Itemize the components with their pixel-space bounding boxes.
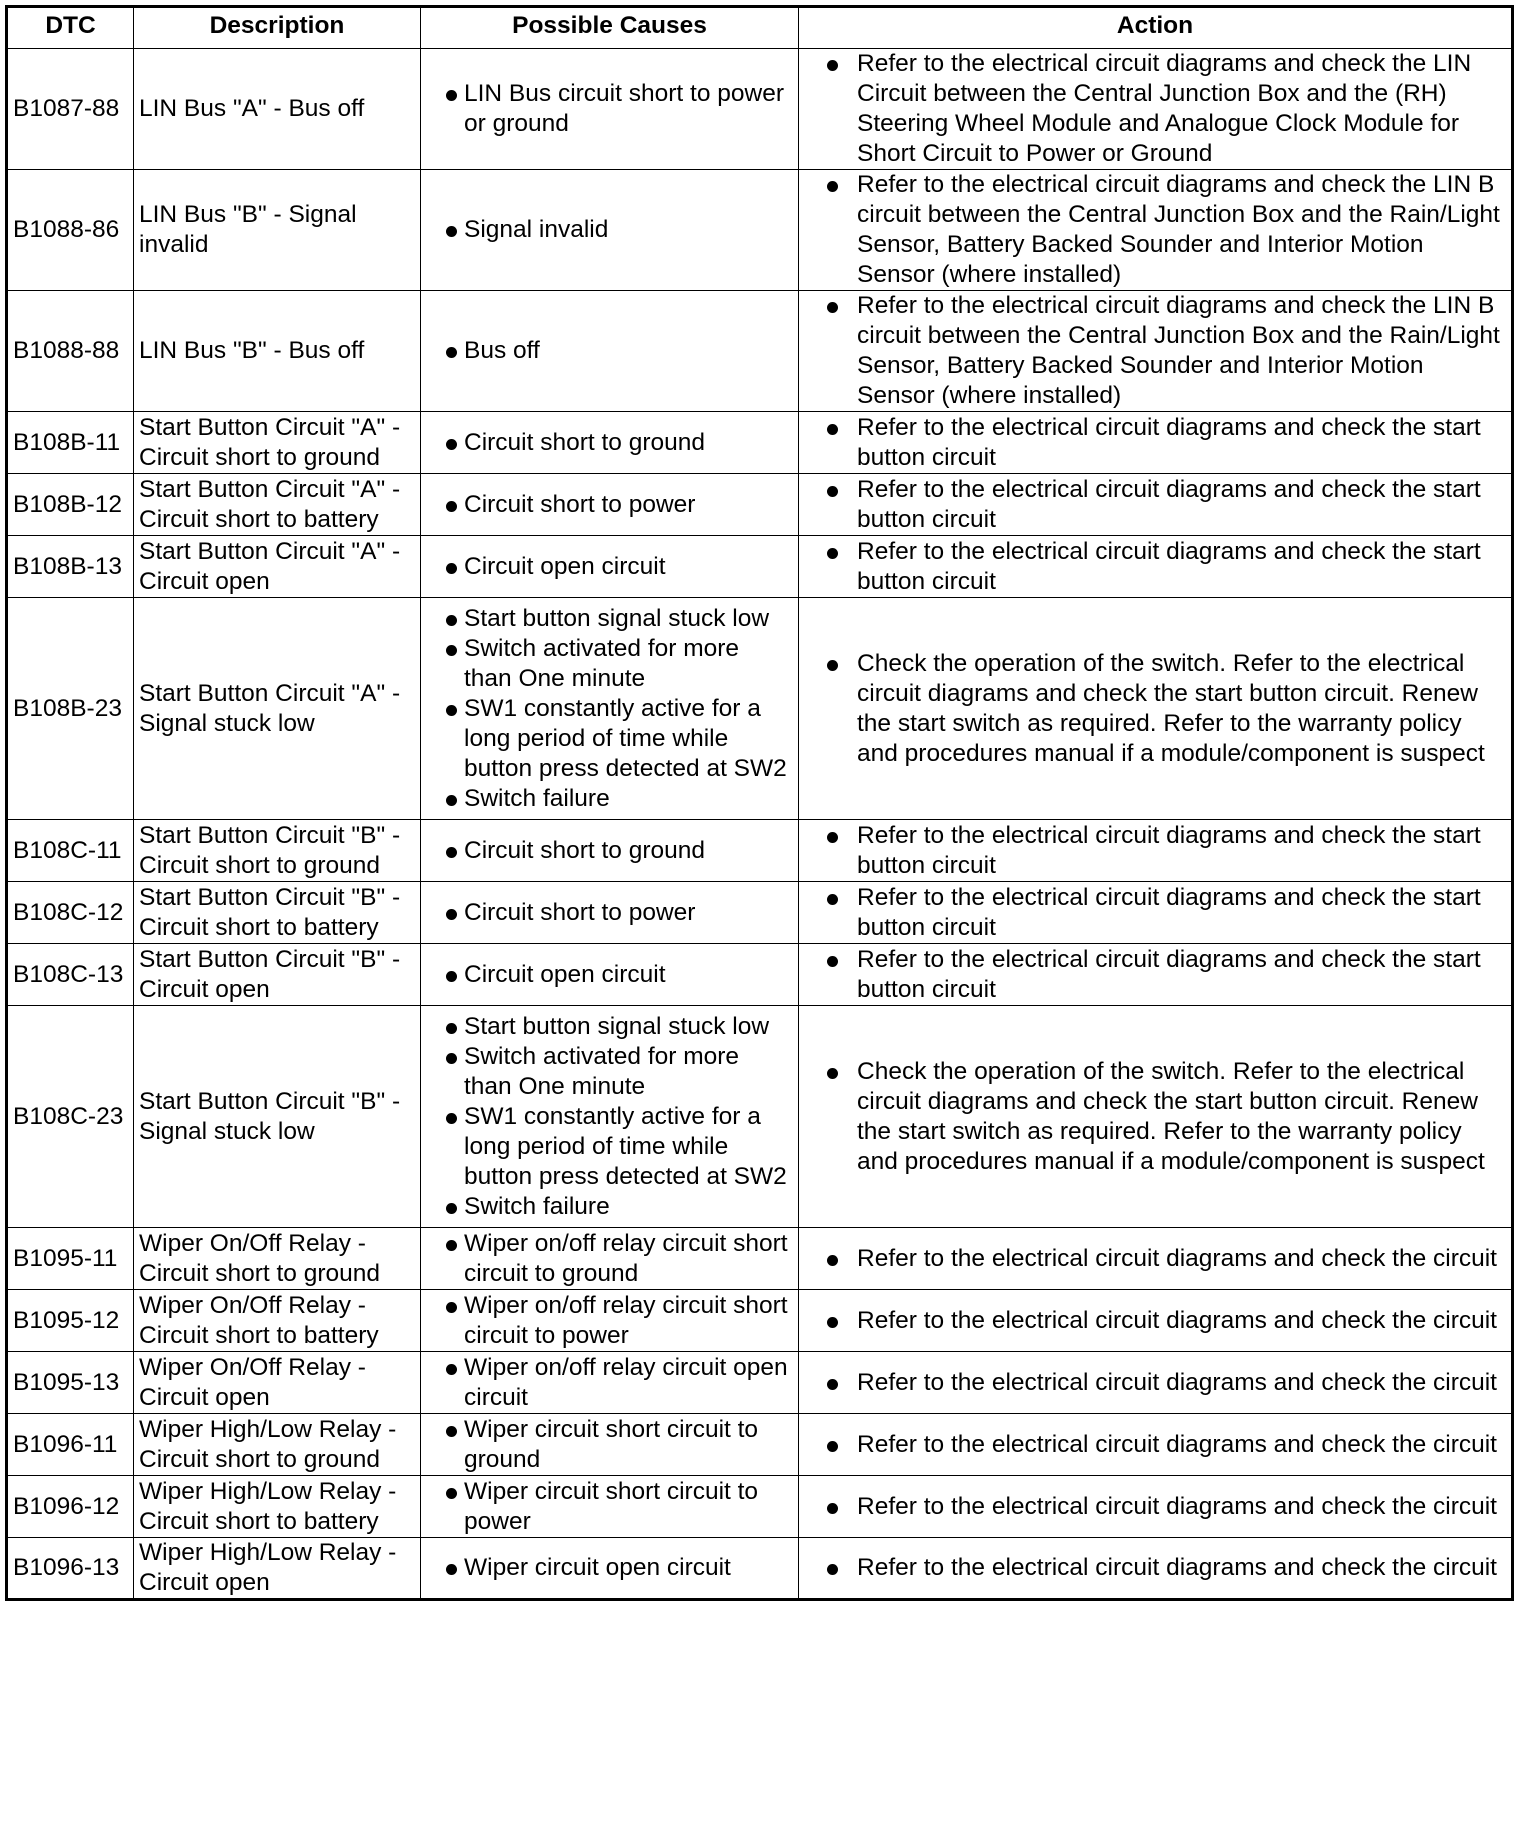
action-cell	[799, 1228, 1513, 1290]
action-item: Refer to the electrical circuit diagrams and check the start button circuit	[804, 475, 1506, 535]
action-cell	[799, 1538, 1513, 1600]
action-list	[804, 1368, 1506, 1398]
table-row	[7, 49, 1513, 170]
possible-causes-cell	[421, 944, 799, 1006]
dtc-code: B108B-13	[7, 536, 134, 598]
action-item: Refer to the electrical circuit diagrams and check the circuit	[804, 1244, 1506, 1274]
table-row	[7, 1228, 1513, 1290]
dtc-description: Wiper High/Low Relay - Circuit short to ground	[134, 1414, 421, 1476]
action-list	[804, 945, 1506, 1005]
table-row	[7, 1414, 1513, 1476]
dtc-code: B1096-13	[7, 1538, 134, 1600]
action-list	[804, 49, 1506, 169]
possible-causes-cell	[421, 882, 799, 944]
action-cell	[799, 598, 1513, 820]
possible-cause-item: Signal invalid	[426, 215, 793, 245]
dtc-description: Wiper On/Off Relay - Circuit short to battery	[134, 1290, 421, 1352]
action-item: Refer to the electrical circuit diagrams and check the start button circuit	[804, 945, 1506, 1005]
action-item: Refer to the electrical circuit diagrams and check the circuit	[804, 1553, 1506, 1583]
table-row	[7, 1290, 1513, 1352]
action-list	[804, 475, 1506, 535]
action-cell	[799, 820, 1513, 882]
possible-cause-item: Start button signal stuck low	[426, 1012, 793, 1042]
possible-causes-list	[426, 1012, 793, 1222]
header-dtc: DTC	[7, 7, 134, 49]
dtc-code: B1096-11	[7, 1414, 134, 1476]
action-list	[804, 537, 1506, 597]
dtc-description: Start Button Circuit "B" - Circuit short to battery	[134, 882, 421, 944]
dtc-description: LIN Bus "A" - Bus off	[134, 49, 421, 170]
action-item: Refer to the electrical circuit diagrams and check the start button circuit	[804, 413, 1506, 473]
dtc-table	[5, 5, 1514, 1601]
dtc-description: Wiper High/Low Relay - Circuit open	[134, 1538, 421, 1600]
dtc-code: B1096-12	[7, 1476, 134, 1538]
possible-causes-cell	[421, 1352, 799, 1414]
possible-causes-cell	[421, 474, 799, 536]
action-item: Refer to the electrical circuit diagrams and check the LIN B circuit between the Central Junction Box and the Rain/Light Sensor, Battery Backed Sounder and Interior Motion Sensor (where installed)	[804, 170, 1506, 290]
document-page	[5, 5, 1511, 1601]
possible-causes-list	[426, 79, 793, 139]
table-body	[7, 49, 1513, 1600]
dtc-description: Wiper On/Off Relay - Circuit open	[134, 1352, 421, 1414]
possible-cause-item: Circuit short to power	[426, 898, 793, 928]
possible-cause-item: Wiper on/off relay circuit open circuit	[426, 1353, 793, 1413]
dtc-code: B108C-12	[7, 882, 134, 944]
header-action: Action	[799, 7, 1513, 49]
action-cell	[799, 1006, 1513, 1228]
table-row	[7, 1352, 1513, 1414]
action-list	[804, 883, 1506, 943]
table-row	[7, 882, 1513, 944]
table-row	[7, 598, 1513, 820]
possible-causes-list	[426, 1415, 793, 1475]
action-cell	[799, 170, 1513, 291]
dtc-description: Wiper On/Off Relay - Circuit short to ground	[134, 1228, 421, 1290]
dtc-description: Start Button Circuit "A" - Signal stuck low	[134, 598, 421, 820]
possible-cause-item: Start button signal stuck low	[426, 604, 793, 634]
action-list	[804, 170, 1506, 290]
action-cell	[799, 536, 1513, 598]
dtc-description: LIN Bus "B" - Signal invalid	[134, 170, 421, 291]
action-item: Refer to the electrical circuit diagrams and check the circuit	[804, 1492, 1506, 1522]
possible-causes-list	[426, 1477, 793, 1537]
action-list	[804, 291, 1506, 411]
possible-causes-list	[426, 1553, 793, 1583]
possible-causes-cell	[421, 1006, 799, 1228]
dtc-description: Start Button Circuit "A" - Circuit short to ground	[134, 412, 421, 474]
table-row	[7, 170, 1513, 291]
possible-causes-cell	[421, 1290, 799, 1352]
possible-cause-item: Wiper circuit short circuit to power	[426, 1477, 793, 1537]
dtc-code: B1095-12	[7, 1290, 134, 1352]
action-cell	[799, 882, 1513, 944]
dtc-code: B108B-11	[7, 412, 134, 474]
table-row	[7, 474, 1513, 536]
dtc-description: LIN Bus "B" - Bus off	[134, 291, 421, 412]
header-description: Description	[134, 7, 421, 49]
action-cell	[799, 1290, 1513, 1352]
dtc-code: B108C-23	[7, 1006, 134, 1228]
possible-causes-cell	[421, 1414, 799, 1476]
action-list	[804, 1492, 1506, 1522]
possible-causes-list	[426, 552, 793, 582]
table-row	[7, 291, 1513, 412]
possible-cause-item: Switch activated for more than One minute	[426, 634, 793, 694]
action-list	[804, 649, 1506, 769]
possible-cause-item: Bus off	[426, 336, 793, 366]
action-list	[804, 1244, 1506, 1274]
action-list	[804, 1430, 1506, 1460]
possible-cause-item: Wiper circuit short circuit to ground	[426, 1415, 793, 1475]
table-row	[7, 1538, 1513, 1600]
action-item: Refer to the electrical circuit diagrams and check the circuit	[804, 1368, 1506, 1398]
action-cell	[799, 49, 1513, 170]
possible-causes-cell	[421, 291, 799, 412]
possible-causes-cell	[421, 412, 799, 474]
dtc-code: B108C-13	[7, 944, 134, 1006]
dtc-description: Wiper High/Low Relay - Circuit short to battery	[134, 1476, 421, 1538]
action-list	[804, 1306, 1506, 1336]
table-header-row	[7, 7, 1513, 49]
action-cell	[799, 412, 1513, 474]
action-list	[804, 1057, 1506, 1177]
possible-causes-list	[426, 1291, 793, 1351]
possible-cause-item: SW1 constantly active for a long period of time while button press detected at SW2	[426, 694, 793, 784]
possible-cause-item: Switch failure	[426, 784, 793, 814]
table-row	[7, 820, 1513, 882]
dtc-code: B1095-13	[7, 1352, 134, 1414]
possible-cause-item: Circuit short to ground	[426, 836, 793, 866]
dtc-code: B108B-12	[7, 474, 134, 536]
action-cell	[799, 944, 1513, 1006]
action-cell	[799, 1414, 1513, 1476]
table-row	[7, 944, 1513, 1006]
action-item: Refer to the electrical circuit diagrams and check the circuit	[804, 1306, 1506, 1336]
dtc-code: B108B-23	[7, 598, 134, 820]
possible-causes-cell	[421, 1476, 799, 1538]
possible-causes-cell	[421, 170, 799, 291]
possible-cause-item: Circuit open circuit	[426, 552, 793, 582]
possible-causes-list	[426, 1353, 793, 1413]
table-row	[7, 1006, 1513, 1228]
action-cell	[799, 1476, 1513, 1538]
possible-causes-cell	[421, 598, 799, 820]
possible-cause-item: Switch failure	[426, 1192, 793, 1222]
action-cell	[799, 291, 1513, 412]
table-row	[7, 1476, 1513, 1538]
possible-cause-item: Switch activated for more than One minute	[426, 1042, 793, 1102]
possible-causes-cell	[421, 1228, 799, 1290]
dtc-code: B1088-88	[7, 291, 134, 412]
action-item: Refer to the electrical circuit diagrams and check the LIN B circuit between the Central Junction Box and the Rain/Light Sensor, Battery Backed Sounder and Interior Motion Sensor (where installed)	[804, 291, 1506, 411]
table-row	[7, 536, 1513, 598]
possible-causes-list	[426, 428, 793, 458]
action-list	[804, 413, 1506, 473]
dtc-code: B1087-88	[7, 49, 134, 170]
action-cell	[799, 474, 1513, 536]
action-list	[804, 821, 1506, 881]
table-row	[7, 412, 1513, 474]
dtc-code: B1088-86	[7, 170, 134, 291]
possible-cause-item: Circuit open circuit	[426, 960, 793, 990]
possible-causes-list	[426, 836, 793, 866]
possible-cause-item: Wiper on/off relay circuit short circuit to power	[426, 1291, 793, 1351]
possible-causes-list	[426, 215, 793, 245]
action-item: Refer to the electrical circuit diagrams and check the start button circuit	[804, 821, 1506, 881]
dtc-description: Start Button Circuit "B" - Circuit short to ground	[134, 820, 421, 882]
dtc-description: Start Button Circuit "B" - Signal stuck low	[134, 1006, 421, 1228]
dtc-description: Start Button Circuit "B" - Circuit open	[134, 944, 421, 1006]
possible-cause-item: Wiper on/off relay circuit short circuit to ground	[426, 1229, 793, 1289]
possible-cause-item: Wiper circuit open circuit	[426, 1553, 793, 1583]
dtc-code: B1095-11	[7, 1228, 134, 1290]
action-item: Check the operation of the switch. Refer to the electrical circuit diagrams and check the start button circuit. Renew the start switch as required. Refer to the warranty policy and procedures manual if a module/component is suspect	[804, 649, 1506, 769]
possible-causes-list	[426, 1229, 793, 1289]
possible-cause-item: Circuit short to power	[426, 490, 793, 520]
possible-causes-cell	[421, 1538, 799, 1600]
action-item: Refer to the electrical circuit diagrams and check the start button circuit	[804, 883, 1506, 943]
possible-cause-item: Circuit short to ground	[426, 428, 793, 458]
possible-causes-list	[426, 604, 793, 814]
action-item: Refer to the electrical circuit diagrams and check the start button circuit	[804, 537, 1506, 597]
action-item: Check the operation of the switch. Refer to the electrical circuit diagrams and check the start button circuit. Renew the start switch as required. Refer to the warranty policy and procedures manual if a module/component is suspect	[804, 1057, 1506, 1177]
action-item: Refer to the electrical circuit diagrams and check the circuit	[804, 1430, 1506, 1460]
action-cell	[799, 1352, 1513, 1414]
action-item: Refer to the electrical circuit diagrams and check the LIN Circuit between the Central Junction Box and the (RH) Steering Wheel Module and Analogue Clock Module for Short Circuit to Power or Ground	[804, 49, 1506, 169]
dtc-description: Start Button Circuit "A" - Circuit short to battery	[134, 474, 421, 536]
header-possible-causes: Possible Causes	[421, 7, 799, 49]
possible-causes-cell	[421, 49, 799, 170]
dtc-code: B108C-11	[7, 820, 134, 882]
possible-causes-list	[426, 336, 793, 366]
possible-causes-cell	[421, 820, 799, 882]
possible-causes-list	[426, 898, 793, 928]
possible-cause-item: LIN Bus circuit short to power or ground	[426, 79, 793, 139]
possible-causes-list	[426, 490, 793, 520]
possible-causes-cell	[421, 536, 799, 598]
action-list	[804, 1553, 1506, 1583]
possible-cause-item: SW1 constantly active for a long period of time while button press detected at SW2	[426, 1102, 793, 1192]
possible-causes-list	[426, 960, 793, 990]
dtc-description: Start Button Circuit "A" - Circuit open	[134, 536, 421, 598]
